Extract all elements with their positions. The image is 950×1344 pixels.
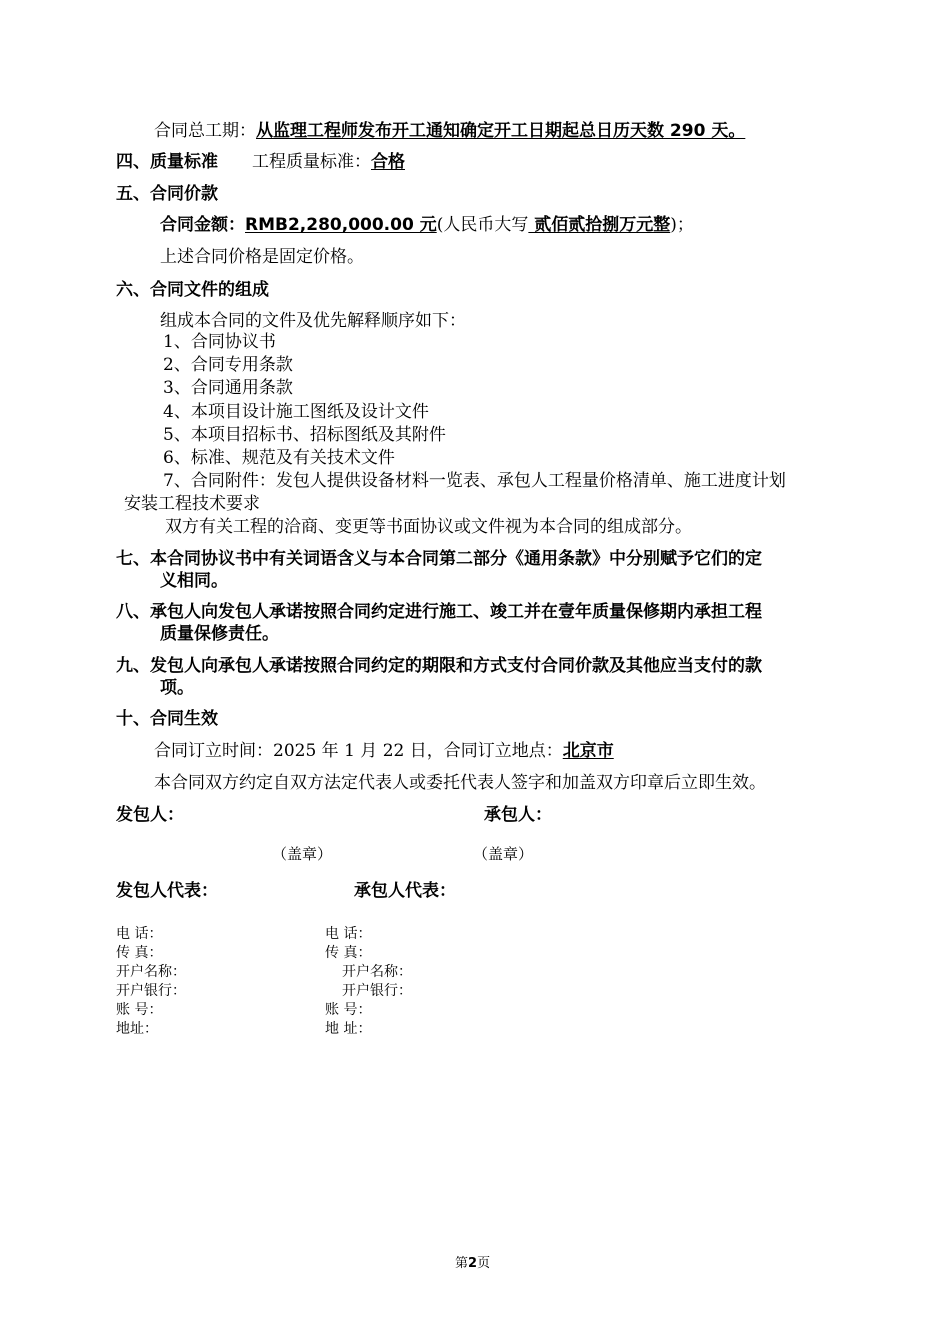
- effect-time-line: [154, 740, 614, 762]
- documents-item-2: 2、合同专用条款: [163, 355, 293, 375]
- employer-account-no: 账 号：: [116, 1002, 163, 1018]
- contractor-fax: 传 真：: [325, 945, 372, 961]
- documents-item-7: 7、合同附件：发包人提供设备材料一览表、承包人工程量价格清单、施工进度计划: [163, 471, 786, 491]
- clause8-line1: 八、承包人向发包人承诺按照合同约定进行施工、竣工并在壹年质量保修期内承担工程: [116, 602, 762, 622]
- quality-value: 合格: [371, 152, 405, 172]
- employer-phone: 电 话：: [116, 926, 163, 942]
- clause8-line2: 质量保修责任。: [160, 624, 279, 644]
- effect-time-label: 合同订立时间：2025 年 1 月 22 日，合同订立地点：: [154, 741, 563, 761]
- price-upper-label: (人民币大写: [436, 215, 529, 235]
- documents-item-7-cont: 安装工程技术要求: [124, 494, 260, 514]
- documents-item-4: 4、本项目设计施工图纸及设计文件: [163, 402, 429, 422]
- price-upper-value: 贰佰贰拾捌万元整: [528, 215, 671, 235]
- page-number-value: 2: [468, 1256, 478, 1271]
- clause9-line2: 项。: [160, 678, 194, 698]
- effect-note: 本合同双方约定自双方法定代表人或委托代表人签字和加盖双方印章后立即生效。: [154, 773, 766, 793]
- period-value: 从监理工程师发布开工通知确定开工日期起总日历天数 290 天。: [256, 121, 746, 141]
- contractor-phone: 电 话：: [325, 926, 372, 942]
- contractor-account-name: 开户名称：: [342, 964, 412, 980]
- page-number: [455, 1256, 490, 1272]
- page-number-prefix: 第: [455, 1256, 469, 1271]
- documents-note: 双方有关工程的洽商、变更等书面协议或文件视为本合同的组成部分。: [165, 517, 692, 537]
- documents-item-3: 3、合同通用条款: [163, 378, 293, 398]
- price-upper-end: )；: [670, 215, 694, 235]
- contractor-label: 承包人：: [484, 805, 552, 825]
- price-amount-label: 合同金额：: [160, 215, 245, 235]
- contractor-rep-label: 承包人代表：: [354, 881, 456, 901]
- clause7-line2: 义相同。: [160, 571, 228, 591]
- contractor-address: 地 址：: [325, 1021, 372, 1037]
- period-line: [154, 120, 745, 142]
- clause7-line1: 七、本合同协议书中有关词语含义与本合同第二部分《通用条款》中分别赋予它们的定: [116, 549, 762, 569]
- employer-rep-label: 发包人代表：: [116, 881, 218, 901]
- price-amount-value: RMB2,280,000.00 元: [245, 215, 437, 235]
- employer-fax: 传 真：: [116, 945, 163, 961]
- documents-item-5: 5、本项目招标书、招标图纸及其附件: [163, 425, 446, 445]
- price-amount-line: [160, 214, 694, 236]
- page-number-suffix: 页: [477, 1256, 491, 1271]
- effect-heading: 十、合同生效: [116, 709, 218, 729]
- employer-bank: 开户银行：: [116, 983, 186, 999]
- employer-account-name: 开户名称：: [116, 964, 186, 980]
- documents-heading: 六、合同文件的组成: [116, 280, 269, 300]
- contractor-account-no: 账 号：: [325, 1002, 372, 1018]
- clause9-line1: 九、发包人向承包人承诺按照合同约定的期限和方式支付合同价款及其他应当支付的款: [116, 656, 762, 676]
- quality-heading: 四、质量标准: [116, 152, 218, 172]
- price-fixed-note: 上述合同价格是固定价格。: [160, 247, 364, 267]
- documents-item-1: 1、合同协议书: [163, 332, 276, 352]
- employer-label: 发包人：: [116, 805, 184, 825]
- employer-address: 地址：: [116, 1021, 158, 1037]
- period-label: 合同总工期：: [154, 121, 256, 141]
- seal-left: （盖章）: [272, 845, 333, 863]
- contractor-bank: 开户银行：: [342, 983, 412, 999]
- quality-line: [116, 151, 405, 173]
- documents-intro: 组成本合同的文件及优先解释顺序如下：: [160, 311, 466, 331]
- documents-item-6: 6、标准、规范及有关技术文件: [163, 448, 395, 468]
- effect-place: 北京市: [562, 741, 614, 761]
- quality-label: 工程质量标准：: [252, 152, 371, 172]
- price-heading: 五、合同价款: [116, 184, 218, 204]
- seal-right: （盖章）: [473, 845, 534, 863]
